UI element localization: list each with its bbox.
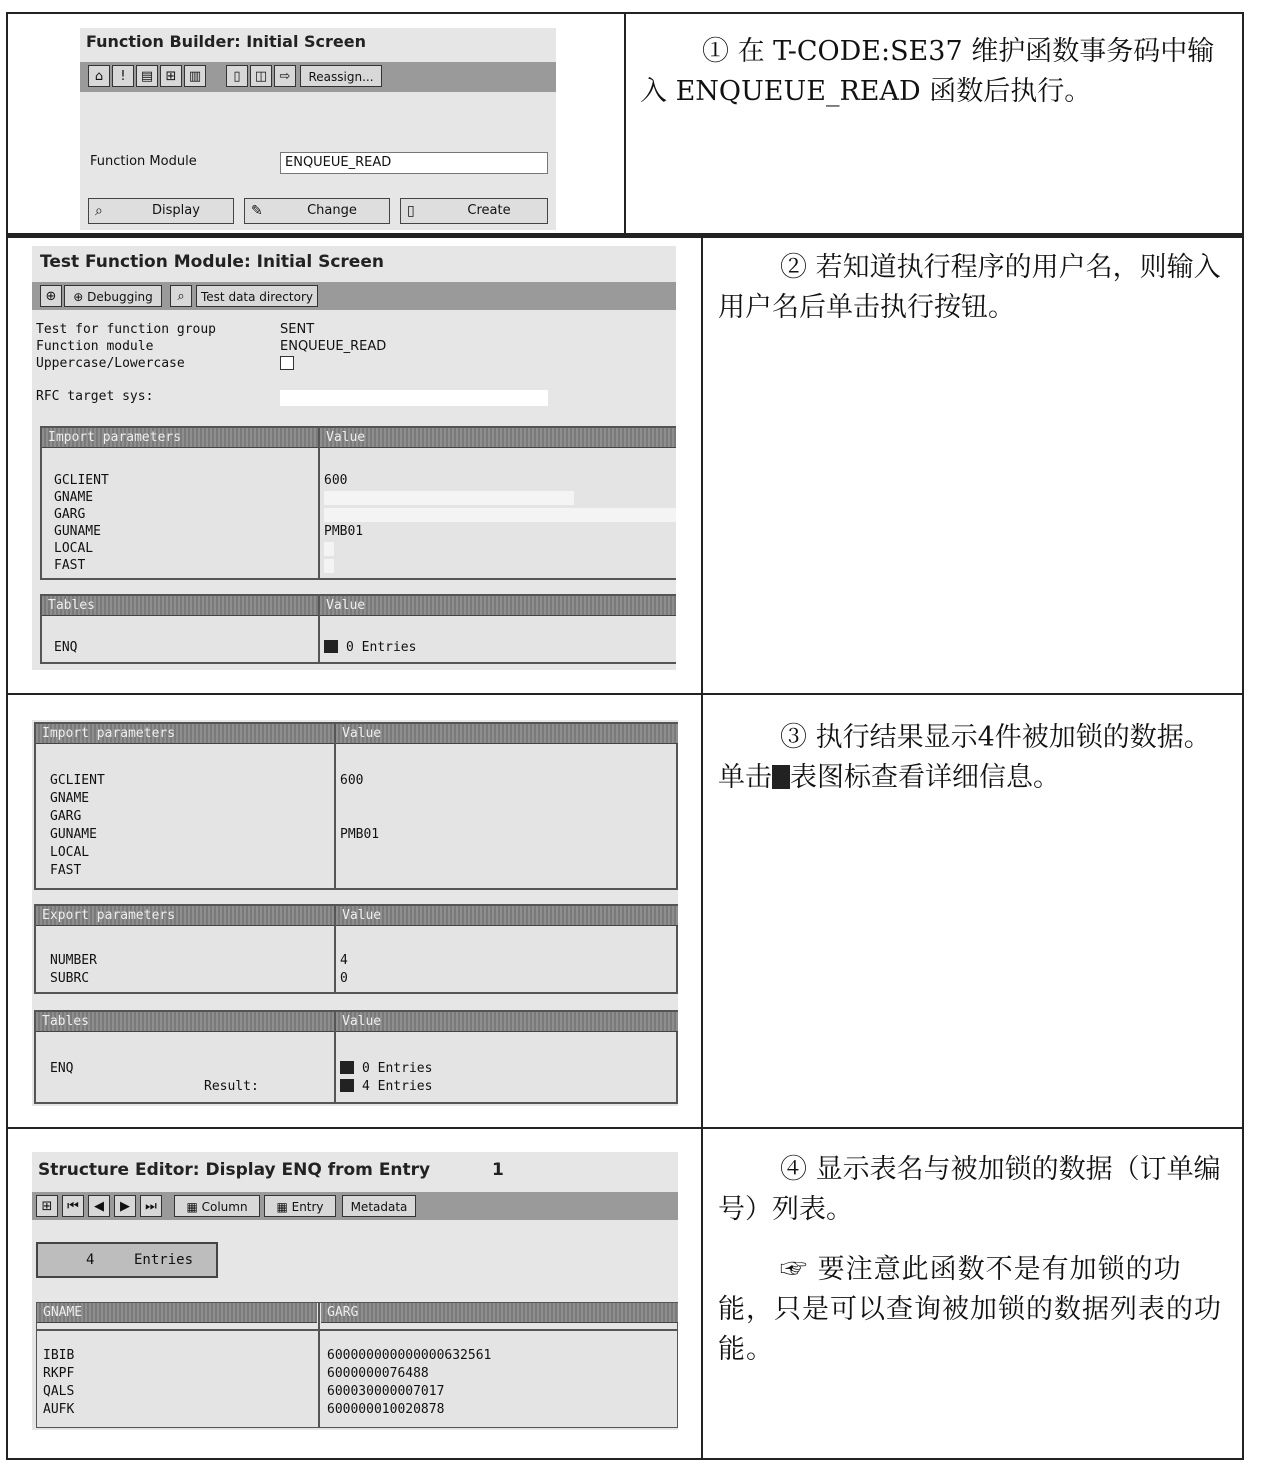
gname-column-header: GNAME [37,1303,317,1323]
table-row-gname: RKPF [43,1366,75,1381]
metadata-button[interactable]: Metadata [342,1195,416,1217]
import-value-gclient[interactable]: 600 [324,473,348,488]
entry-label: Entry [291,1200,324,1214]
function-module-value: ENQUEUE_READ [280,339,387,354]
step4-note: ☞ 要注意此函数不是有加锁的功能，只是可以查询被加锁的数据列表的功能。 [718,1254,1222,1365]
frame-row-separator-1 [6,233,1244,238]
entries-box [36,1242,218,1278]
table-row-garg: 600000010020878 [327,1402,445,1417]
tables-header: Tables [42,596,318,616]
table-icon[interactable] [324,640,338,653]
export-name-number: NUMBER [50,953,97,968]
export-name-subrc: SUBRC [50,971,90,986]
duplicate-icon[interactable]: ◫ [250,65,272,87]
debugging-button[interactable] [64,285,162,307]
export-value-header: Value [336,906,678,926]
entries-result[interactable] [340,1078,432,1096]
toolbar [32,282,676,310]
step3-description [718,718,1232,798]
column-button[interactable] [174,1195,260,1217]
step1-description: ① 在 T-CODE:SE37 维护函数事务码中输入 ENQUEUE_READ 函数后执行。 [640,36,1215,107]
column-icon: ▦ [186,1200,202,1214]
column-separator [334,906,336,992]
import-parameters-table [40,426,676,580]
uppercase-lowercase-checkbox[interactable] [280,356,294,370]
frame-left-border-2 [6,233,8,1460]
import-value-gname[interactable] [324,491,574,505]
import-header: Import parameters [42,428,318,448]
frame-left-border-1 [6,12,8,234]
function-group-label: Test for function group [36,322,217,337]
screen-title: Structure Editor: Display ENQ from Entry [38,1160,431,1180]
table-icon [772,765,790,789]
create-button-label: Create [467,203,511,218]
glasses-icon: ⌕ [95,203,103,219]
import-name-gname: GNAME [50,791,90,806]
import-name-fast: FAST [54,558,86,573]
import-value-local[interactable] [324,542,334,556]
frame-row-separator-2 [6,693,1244,695]
other-object-icon[interactable]: ⌂ [88,65,110,87]
entries-before-label: 0 Entries [362,1061,433,1076]
entries-result-label: 4 Entries [362,1079,433,1094]
debugging-label: Debugging [87,290,153,304]
tables-header: Tables [36,1012,334,1032]
entries-count: 4 [86,1252,95,1268]
table-icon[interactable] [340,1079,354,1092]
test-data-icon[interactable]: ⌕ [170,285,192,307]
step4-description: ④ 显示表名与被加锁的数据（订单编号）列表。 [718,1154,1221,1225]
hierarchy-icon[interactable]: ⊞ [36,1195,58,1217]
column-separator [334,724,336,888]
table-name-enq: ENQ [50,1061,74,1076]
import-name-garg: GARG [50,809,82,824]
import-name-guname: GUNAME [54,524,101,539]
display-button-label: Display [152,203,200,218]
column-separator [318,1303,320,1427]
column-separator [318,428,320,578]
table-row-garg: 6000000076488 [327,1366,429,1381]
import-name-guname: GUNAME [50,827,97,842]
hierarchy-icon[interactable]: ⊞ [160,65,182,87]
info-icon[interactable]: ! [112,65,134,87]
function-module-input[interactable]: ENQUEUE_READ [280,152,548,174]
test-function-module-screen [32,246,676,670]
table-row-gname: QALS [43,1384,75,1399]
header-separator [37,1329,677,1331]
toolbar [32,1192,678,1220]
table-name-enq: ENQ [54,640,78,655]
import-value-garg[interactable] [324,508,676,522]
table-entries[interactable] [324,639,416,657]
import-value-gclient: 600 [340,773,364,788]
screen-title: Function Builder: Initial Screen [86,32,367,51]
where-used-icon[interactable]: ▤ [136,65,158,87]
table-row-garg: 600030000007017 [327,1384,445,1399]
tables-table [34,1010,678,1104]
table-icon[interactable] [340,1061,354,1074]
function-builder-screen [80,28,556,230]
first-entry-icon[interactable]: ⏮ [62,1195,84,1217]
step2-description: ② 若知道执行程序的用户名，则输入用户名后单击执行按钮。 [718,252,1221,323]
export-value-number: 4 [340,953,348,968]
frame-right-border [1242,12,1244,1460]
last-entry-icon[interactable]: ⏭ [140,1195,162,1217]
display-button[interactable] [88,198,234,224]
column-separator [334,1012,336,1102]
copy-icon[interactable]: ▯ [226,65,248,87]
test-icon[interactable]: ⇨ [274,65,296,87]
documentation-icon[interactable]: ▥ [184,65,206,87]
frame-divider-1 [624,12,626,234]
tables-value-header: Value [336,1012,678,1032]
execute-icon[interactable]: ⊕ [40,285,62,307]
test-data-directory-button[interactable]: Test data directory [196,285,318,307]
import-value-fast[interactable] [324,559,334,573]
table-row-gname: IBIB [43,1348,75,1363]
tables-table [40,594,676,664]
change-button-label: Change [307,203,357,218]
tables-value-header: Value [320,596,676,616]
new-document-icon: ▯ [407,203,415,219]
create-button[interactable] [400,198,548,224]
debugging-icon: ⊕ [73,290,88,304]
entries-label: Entries [134,1252,194,1268]
export-value-subrc: 0 [340,971,348,986]
import-name-local: LOCAL [54,541,94,556]
uppercase-lowercase-label: Uppercase/Lowercase [36,356,185,371]
next-entry-icon[interactable]: ▶ [114,1195,136,1217]
screen-title: Test Function Module: Initial Screen [40,252,384,272]
import-header: Import parameters [36,724,334,744]
import-parameters-table [34,722,678,890]
import-value-guname: PMB01 [340,827,380,842]
rfc-target-label: RFC target sys: [36,389,154,404]
column-separator [318,596,320,662]
value-header: Value [336,724,678,744]
import-name-local: LOCAL [50,845,90,860]
export-header: Export parameters [36,906,334,926]
import-name-fast: FAST [50,863,82,878]
structure-editor-screen [32,1152,678,1430]
import-name-garg: GARG [54,507,86,522]
table-entries-label: 0 Entries [346,640,417,655]
lock-entries-table [36,1302,678,1428]
frame-row-separator-3 [6,1127,1244,1129]
entry-icon: ▦ [276,1200,292,1214]
entries-before[interactable] [340,1060,432,1078]
value-header: Value [320,428,676,448]
entry-number: 1 [492,1160,504,1180]
test-result-screen [32,720,678,1106]
toolbar [80,62,556,92]
entry-button[interactable] [264,1195,336,1217]
previous-entry-icon[interactable]: ◀ [88,1195,110,1217]
step3-text-before: ③ 执行结果显示4件被加锁的数据。单击 [718,722,1211,793]
garg-column-header: GARG [321,1303,678,1323]
import-value-guname[interactable]: PMB01 [324,524,364,539]
import-name-gclient: GCLIENT [54,473,109,488]
table-row-gname: AUFK [43,1402,75,1417]
table-row-garg: 600000000000000632561 [327,1348,492,1363]
reassign-button[interactable]: Reassign... [300,65,382,87]
frame-divider-2 [701,238,703,1460]
frame-bottom-border [6,1458,1244,1460]
change-button[interactable] [244,198,390,224]
import-name-gname: GNAME [54,490,94,505]
column-label: Column [201,1200,248,1214]
step3-text-after: 表图标查看详细信息。 [790,762,1060,793]
import-name-gclient: GCLIENT [50,773,105,788]
function-module-label: Function module [36,339,154,354]
rfc-target-input[interactable] [280,390,548,406]
result-label: Result: [204,1079,259,1094]
function-module-label: Function Module [90,154,197,169]
export-parameters-table [34,904,678,994]
pencil-icon: ✎ [251,203,263,219]
function-group-value: SENT [280,322,315,337]
